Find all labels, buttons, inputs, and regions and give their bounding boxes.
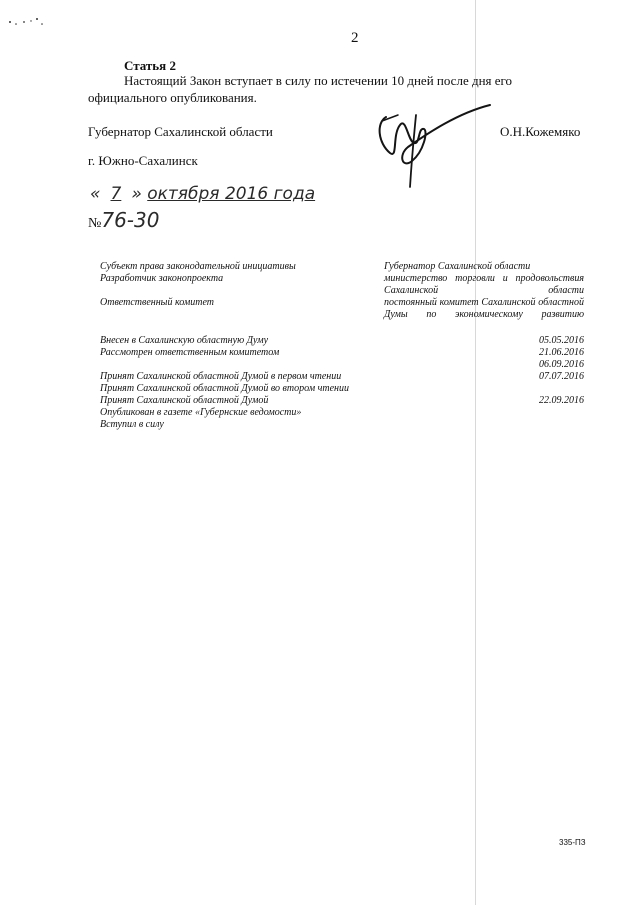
- document-code: 335-ПЗ: [559, 838, 586, 847]
- meta-value-initiative: Губернатор Сахалинской области: [384, 261, 531, 272]
- signing-city: г. Южно-Сахалинск: [88, 153, 198, 168]
- date-month-year: октября 2016 года: [147, 184, 316, 204]
- date-label-committee-review: Рассмотрен ответственным комитетом: [100, 347, 280, 358]
- date-value-first-reading: 07.07.2016: [539, 371, 584, 382]
- meta-label-committee: Ответственный комитет: [100, 297, 214, 308]
- signatory-name: О.Н.Кожемяко: [500, 124, 581, 139]
- date-label-in-force: Вступил в силу: [100, 419, 164, 430]
- meta-value-developer: министерство торговли и продовольствия Сахалинской области: [384, 273, 584, 296]
- handwritten-date: [90, 184, 315, 204]
- signatory-position: Губернатор Сахалинской области: [88, 124, 273, 139]
- page-number: 2: [351, 30, 359, 46]
- meta-label-developer: Разработчик законопроекта: [100, 273, 224, 284]
- date-label-submitted: Внесен в Сахалинскую областную Думу: [100, 335, 269, 346]
- meta-label-initiative: Субъект права законодательной инициативы: [100, 261, 296, 272]
- date-label-first-reading: Принят Сахалинской областной Думой в первом чтении: [100, 371, 342, 382]
- number-value: 76-30: [101, 208, 160, 232]
- date-value-submitted: 05.05.2016: [539, 335, 584, 346]
- date-label-adopted: Принят Сахалинской областной Думой: [100, 395, 269, 406]
- date-value-committee-review: 21.06.2016: [539, 347, 584, 358]
- article-text: Настоящий Закон вступает в силу по истечении 10 дней после дня его официального опубликования.: [88, 73, 513, 105]
- date-close-quote: »: [131, 184, 142, 204]
- date-value-committee-review-2: 06.09.2016: [539, 359, 584, 370]
- date-label-published: Опубликован в газете «Губернские ведомости»: [100, 407, 302, 418]
- meta-value-committee: постоянный комитет Сахалинской областной Думы по экономическому развитию: [384, 297, 584, 320]
- date-label-second-reading: Принят Сахалинской областной Думой во втором чтении: [100, 383, 350, 394]
- date-day: 7: [110, 184, 122, 204]
- handwritten-signature: [368, 95, 498, 195]
- law-number: [88, 208, 159, 232]
- number-sign: №: [88, 216, 102, 231]
- scan-specks: [0, 0, 60, 30]
- date-open-quote: «: [90, 184, 101, 204]
- article-title: Статья 2: [124, 58, 176, 73]
- date-value-adopted: 22.09.2016: [539, 395, 584, 406]
